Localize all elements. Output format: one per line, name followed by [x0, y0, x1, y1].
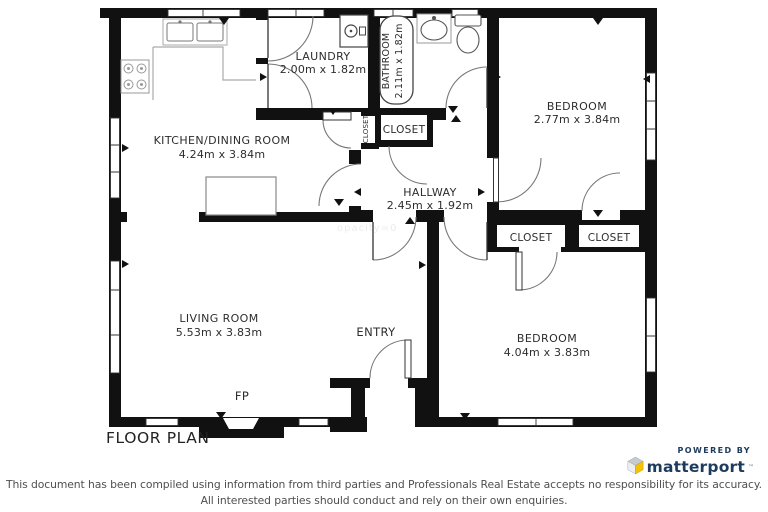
fireplace-hearth: [223, 418, 259, 429]
kitchen-island: [206, 177, 276, 215]
page-title: FLOOR PLAN: [106, 429, 210, 447]
powered-by-block: [627, 446, 754, 479]
closet-small-label: CLOSET: [362, 114, 370, 144]
disclaimer-line-2: All interested parties should conduct and rely on their own enquiries.: [200, 493, 568, 507]
closet-left-label: CLOSET: [509, 232, 553, 244]
stove: [121, 60, 149, 93]
closet-right-label: CLOSET: [587, 232, 631, 244]
living-label: LIVING ROOM: [179, 312, 259, 325]
bathroom-label: BATHROOM: [381, 32, 392, 90]
matterport-cube-icon: [627, 456, 644, 479]
bedroom1-label: BEDROOM: [546, 100, 608, 113]
bathroom-sink: [417, 14, 451, 43]
toilet: [455, 15, 481, 53]
laundry-label: LAUNDRY: [295, 50, 351, 63]
kitchen-label: KITCHEN/DINING ROOM: [153, 134, 291, 147]
bathroom-dims: 2.11m x 1.82m: [394, 23, 405, 99]
living-dims: 5.53m x 3.83m: [175, 326, 263, 339]
bedroom2-label: BEDROOM: [516, 332, 578, 345]
watermark-text: opacity=0: [337, 223, 398, 234]
entry-label: ENTRY: [356, 325, 396, 339]
hallway-label: HALLWAY: [403, 186, 457, 199]
bedroom1-dims: 2.77m x 3.84m: [533, 113, 621, 126]
closet-hall-label: CLOSET: [382, 124, 426, 136]
trademark-symbol: ™: [748, 464, 754, 471]
laundry-dims: 2.00m x 1.82m: [279, 63, 367, 76]
fireplace-label: FP: [234, 389, 250, 403]
disclaimer-line-1: This document has been compiled using information from third parties and Professionals Real Estate accepts no responsibility for its accuracy.: [6, 478, 762, 491]
kitchen-sink: [163, 19, 227, 45]
kitchen-counter: [153, 47, 256, 100]
hallway-dims: 2.45m x 1.92m: [386, 199, 474, 212]
disclaimer: [0, 477, 768, 508]
powered-by-text: POWERED BY: [677, 446, 751, 455]
matterport-wordmark: matterport: [646, 457, 745, 476]
kitchen-dims: 4.24m x 3.84m: [178, 148, 266, 161]
washer: [340, 15, 368, 47]
bedroom2-dims: 4.04m x 3.83m: [503, 346, 591, 359]
